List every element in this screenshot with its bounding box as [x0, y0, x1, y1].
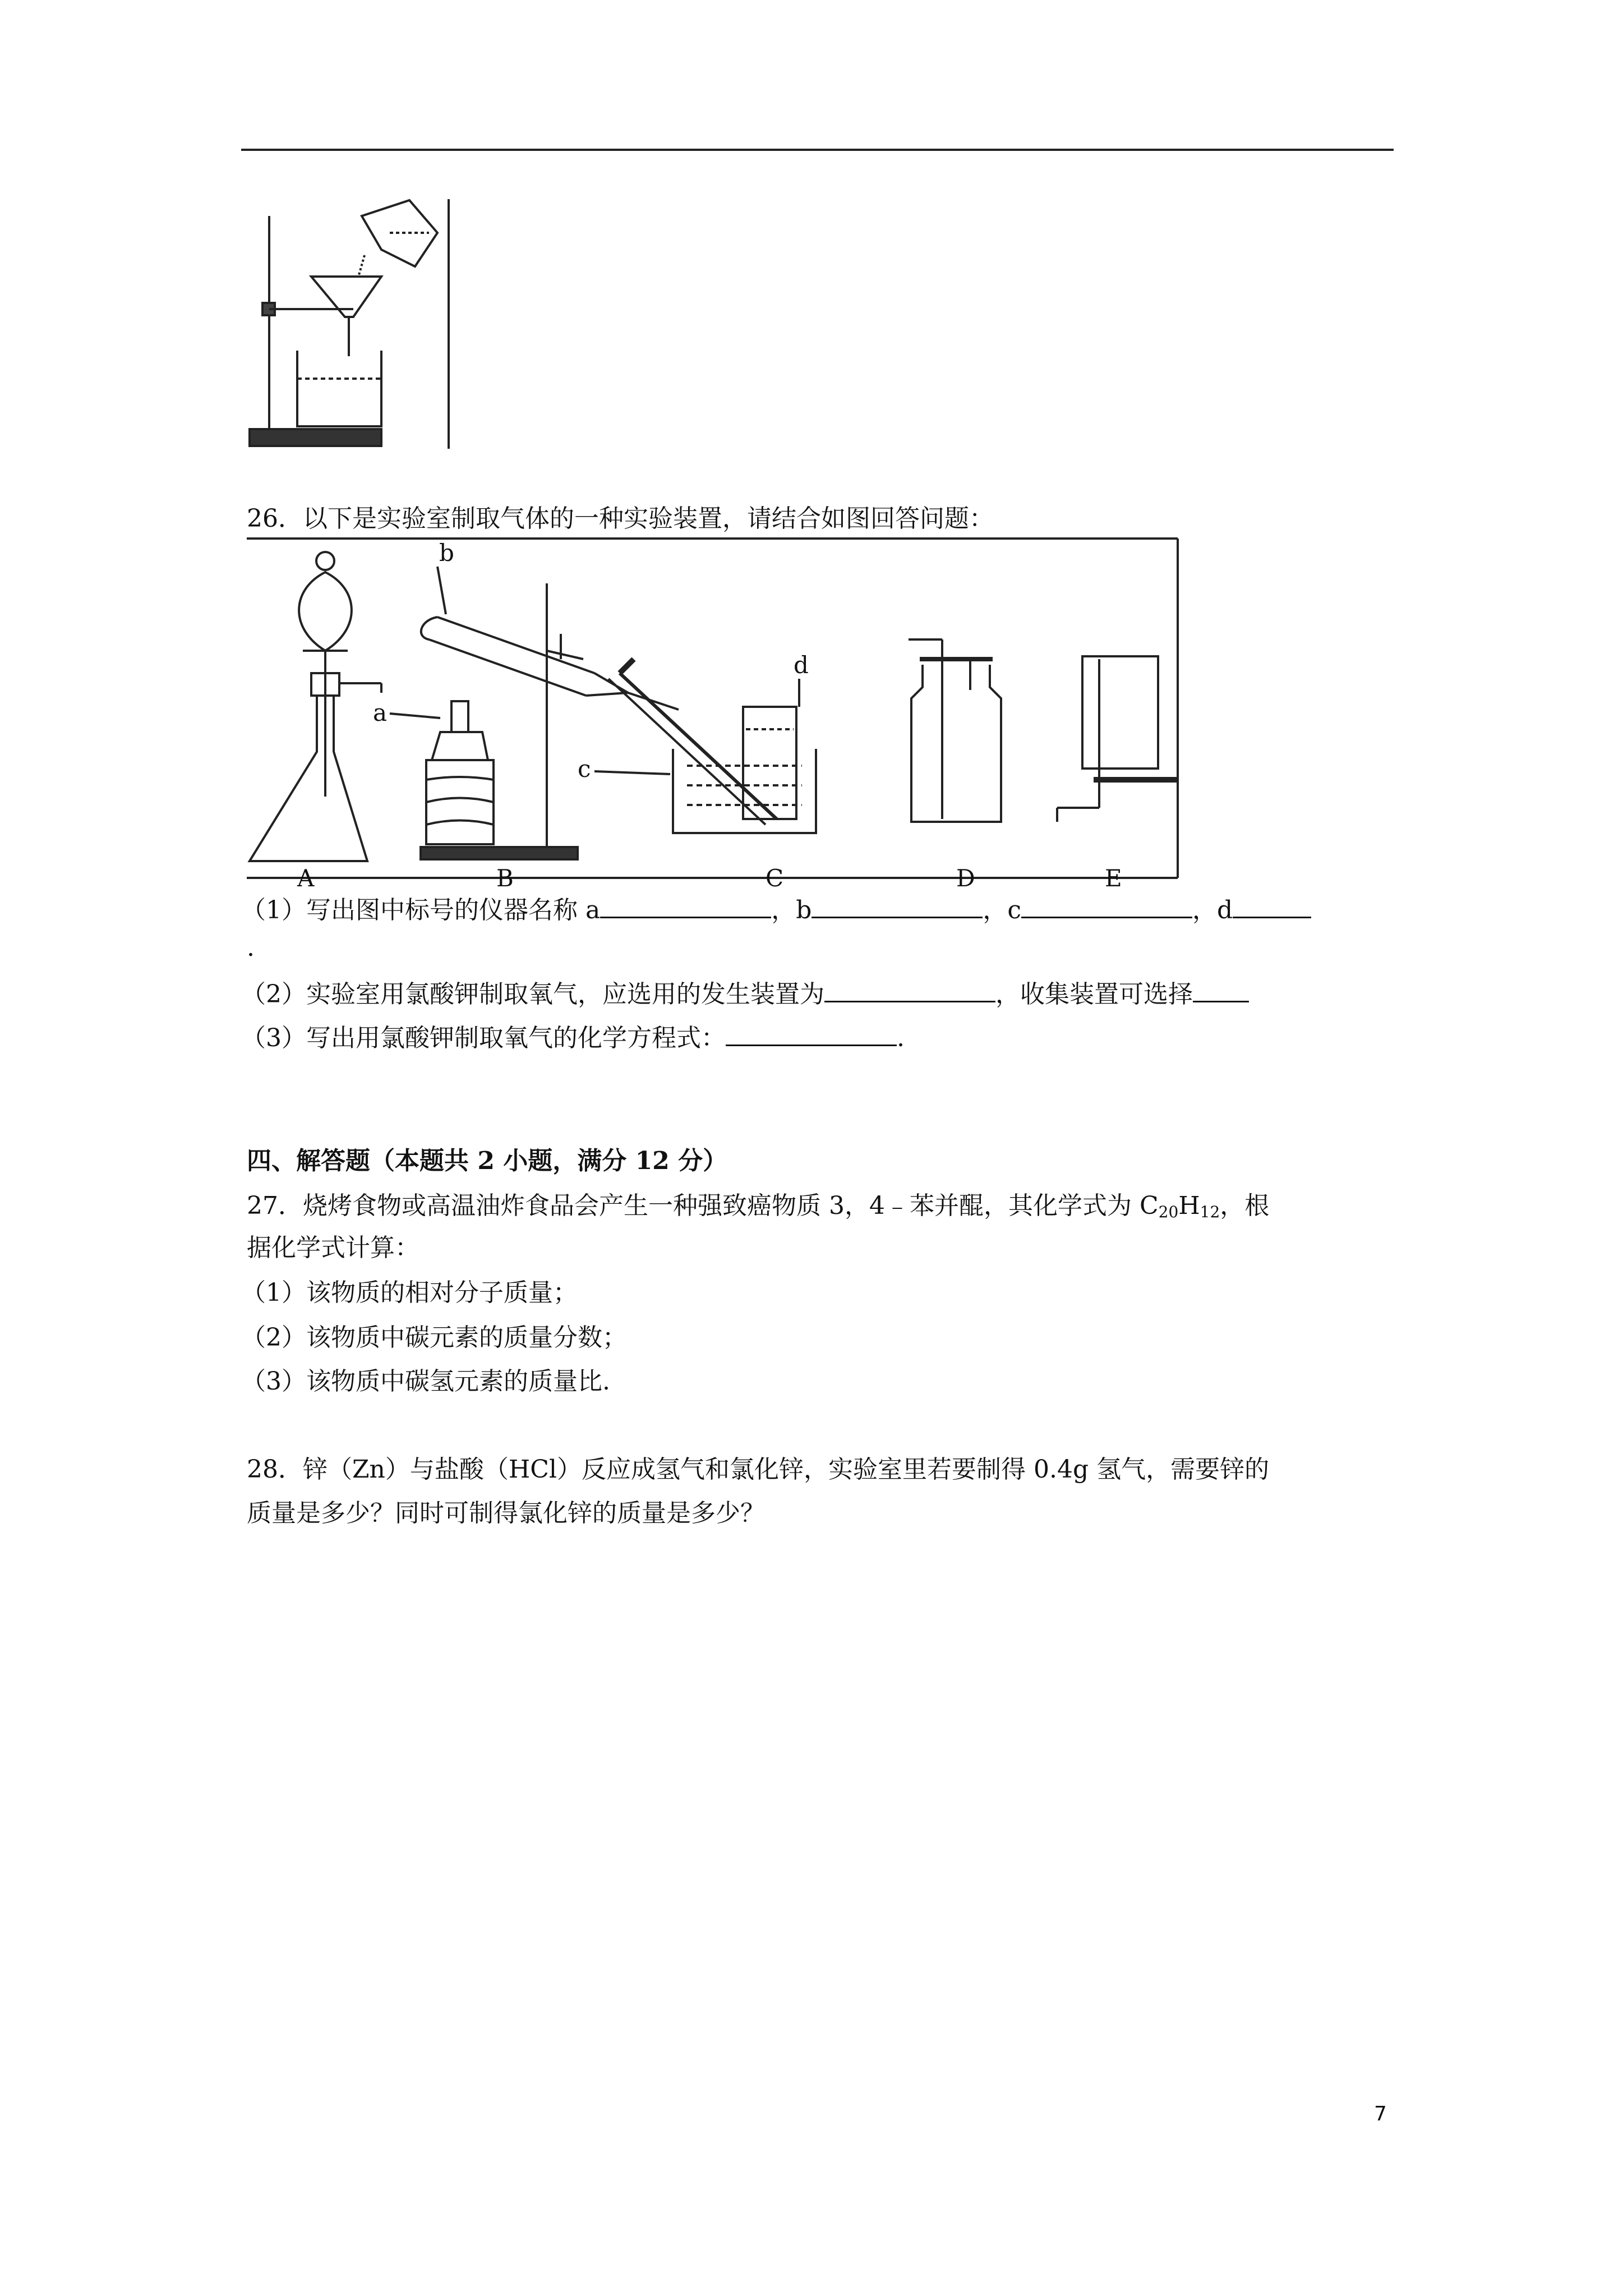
q26-sub1-end: . [247, 933, 255, 962]
label-E: E [1105, 864, 1122, 892]
q26-sub1-pre: （1）写出图中标号的仪器名称 a [241, 896, 601, 924]
label-a: a [373, 699, 388, 726]
label-C: C [766, 864, 784, 892]
q26-sub2 [241, 976, 1249, 1011]
answer-blank-collector[interactable] [1193, 976, 1249, 1002]
q27-sub-c: 20 [1158, 1203, 1179, 1221]
answer-blank-equation[interactable] [726, 1020, 897, 1046]
q28-line1: 28．锌（Zn）与盐酸（HCl）反应成氢气和氯化锌，实验室里若要制得 0.4g 氢气，需要锌的 [247, 1455, 1270, 1484]
page-number: 7 [1374, 2102, 1387, 2125]
q26-sub2-mid: ，收集装置可选择 [995, 980, 1193, 1009]
q27-line2: 据化学式计算： [247, 1234, 419, 1262]
answer-blank-a[interactable] [600, 892, 771, 918]
label-d: d [794, 651, 809, 679]
section4-heading: 四、解答题（本题共 2 小题，满分 12 分） [247, 1147, 728, 1175]
label-D: D [956, 864, 975, 892]
q27-line1-pre: 27．烧烤食物或高温油炸食品会产生一种强致癌物质 3，4﹣苯并醌，其化学式为 C [247, 1191, 1159, 1220]
q26-sub3 [241, 1020, 905, 1055]
header-rule [241, 149, 1394, 151]
label-c: c [578, 755, 591, 783]
q28-line2: 质量是多少？同时可制得氯化锌的质量是多少？ [247, 1499, 765, 1527]
q26-sub1 [241, 892, 1311, 927]
q27-line1-post: ，根 [1220, 1191, 1270, 1220]
q27-h: H [1178, 1191, 1200, 1220]
q27-sub-h: 12 [1200, 1203, 1220, 1221]
q27-sub3: （3）该物质中碳氢元素的质量比. [241, 1367, 610, 1396]
label-B: B [496, 864, 514, 892]
label-b: b [439, 539, 454, 567]
q26-sub3-pre: （3）写出用氯酸钾制取氧气的化学方程式： [241, 1024, 726, 1052]
q26-apparatus-figure [247, 539, 1183, 892]
label-A: A [297, 864, 315, 892]
q26-sub3-end: . [897, 1024, 905, 1052]
q26-intro: 26．以下是实验室制取气体的一种实验装置，请结合如图回答问题： [247, 504, 994, 533]
answer-blank-d[interactable] [1233, 892, 1311, 918]
q27-line1 [247, 1189, 1269, 1223]
q26-sub1-sep-c: ，c [983, 896, 1022, 924]
answer-blank-generator[interactable] [824, 976, 995, 1002]
q26-sub2-pre: （2）实验室用氯酸钾制取氧气，应选用的发生装置为 [241, 980, 824, 1009]
q27-sub1: （1）该物质的相对分子质量； [241, 1278, 578, 1307]
q26-sub1-sep-d: ，d [1192, 896, 1233, 924]
answer-blank-c[interactable] [1021, 892, 1192, 918]
filtration-figure [247, 194, 454, 452]
answer-blank-b[interactable] [811, 892, 983, 918]
q26-sub1-sep-b: ，b [771, 896, 812, 924]
q27-sub2: （2）该物质中碳元素的质量分数； [241, 1323, 627, 1352]
